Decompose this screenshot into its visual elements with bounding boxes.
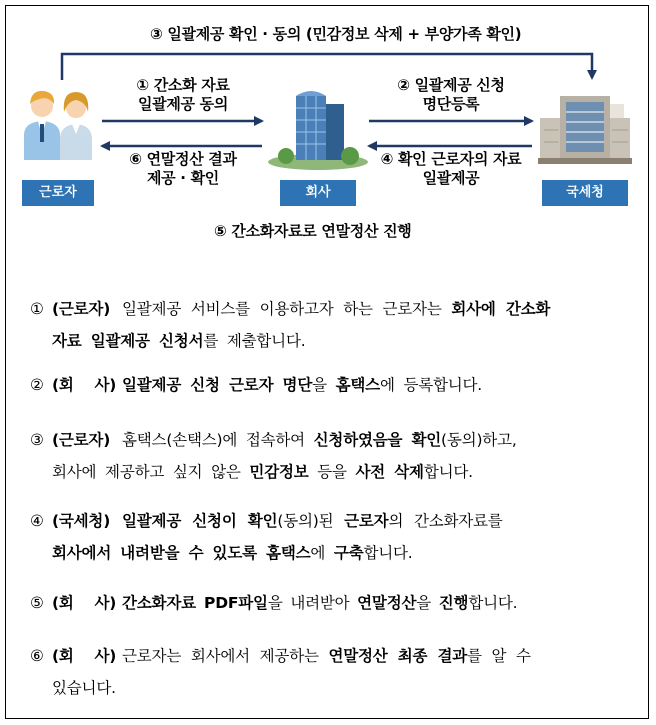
step-text: 홈택스(손택스)에 접속하여 — [122, 431, 314, 449]
step-text: 을 — [416, 594, 439, 612]
workers-illustration — [24, 91, 92, 160]
step-text: 를 알 수 — [467, 647, 531, 665]
step-text: 등을 — [308, 463, 356, 481]
step-text-bold: 사전 삭제 — [355, 463, 424, 481]
step-text: 에 — [310, 544, 334, 562]
step-text: 의 간소화자료를 — [388, 512, 503, 530]
flow-4-line-1: ④ 확인 근로자의 자료 — [380, 150, 522, 168]
step-number: ⑥ — [30, 647, 44, 665]
step-text-bold: 회사에 간소화 — [451, 300, 551, 318]
flow-4-label — [370, 150, 532, 188]
actor-worker-box: 근로자 — [22, 180, 94, 206]
step-text-bold: 구축 — [333, 544, 364, 562]
step-text: 회사에 제공하고 싶지 않은 — [52, 463, 250, 481]
step-number: ① — [30, 300, 44, 318]
step-text-bold: 간소화자료 PDF파일 — [122, 594, 268, 612]
step-line-2 — [52, 332, 305, 351]
flow-2-label — [376, 76, 526, 114]
step-text-bold: 회사에서 내려받을 수 있도록 홈택스 — [52, 544, 311, 562]
actor-company-box: 회사 — [280, 180, 356, 206]
step-actor: (근로자) — [52, 300, 111, 318]
flow-6-line-2: 제공 · 확인 — [146, 169, 219, 187]
flow-4-line-2: 일괄제공 — [422, 169, 480, 187]
top-flow-label: ③ 일괄제공 확인 · 동의 (민감정보 삭제 + 부양가족 확인) — [150, 25, 522, 43]
step-4 — [30, 512, 640, 572]
step-text-bold: 진행 — [438, 594, 469, 612]
step-line-1 — [122, 431, 517, 450]
nts-building-illustration — [538, 96, 632, 164]
bottom-flow-label: ⑤ 간소화자료로 연말정산 진행 — [214, 222, 412, 240]
flow-2-line-2: 명단등록 — [422, 95, 480, 113]
step-text: 에 등록합니다. — [379, 376, 483, 394]
step-text-bold: 연말정산 최종 결과 — [328, 647, 468, 665]
step-actor: (회 사) — [52, 594, 117, 612]
step-3 — [30, 431, 640, 491]
step-text: 근로자는 회사에서 제공하는 — [122, 647, 329, 665]
step-text: (동의)된 — [277, 512, 345, 530]
flow-2-line-1: ② 일괄제공 신청 — [397, 76, 505, 94]
step-text-bold: 신청하였음을 확인 — [313, 431, 442, 449]
step-number: ③ — [30, 431, 44, 449]
step-text-bold: 홈택스 — [335, 376, 380, 394]
flow-1-label — [108, 76, 258, 114]
actor-nts-box: 국세청 — [542, 180, 628, 206]
step-actor: (회 사) — [52, 647, 117, 665]
step-text: 일괄제공 서비스를 이용하고자 하는 근로자는 — [122, 300, 452, 318]
step-line-1 — [122, 512, 503, 531]
step-line-2 — [52, 463, 473, 482]
step-line-2 — [52, 544, 413, 563]
step-text: 를 제출합니다. — [203, 332, 306, 350]
step-number: ④ — [30, 512, 44, 530]
step-number: ⑤ — [30, 594, 44, 612]
step-text: 있습니다. — [52, 679, 116, 697]
step-text-bold: 민감정보 — [249, 463, 309, 481]
step-1 — [30, 300, 640, 360]
step-line-1 — [122, 376, 482, 395]
step-6 — [30, 647, 640, 707]
step-text-bold: 근로자 — [344, 512, 389, 530]
step-text: 합니다. — [423, 463, 473, 481]
flow-1-line-2: 일괄제공 동의 — [137, 95, 229, 113]
step-text-bold: 일괄제공 신청이 확인 — [122, 512, 278, 530]
step-text-bold: 자료 일괄제공 신청서 — [52, 332, 204, 350]
flow-diagram — [0, 0, 656, 270]
step-line-1 — [122, 647, 531, 666]
step-line-1 — [122, 300, 636, 319]
step-actor: (근로자) — [52, 431, 111, 449]
step-number: ② — [30, 376, 44, 394]
step-text: (동의)하고, — [441, 431, 517, 449]
step-text: 을 — [312, 376, 336, 394]
step-line-1 — [122, 594, 517, 613]
step-text-bold: 연말정산 — [357, 594, 417, 612]
flow-6-label — [108, 150, 258, 188]
flow-1-line-1: ① 간소화 자료 — [136, 76, 230, 94]
step-text: 합니다. — [468, 594, 518, 612]
step-5 — [30, 594, 640, 618]
step-text: 합니다. — [363, 544, 413, 562]
step-line-2 — [52, 679, 116, 698]
step-actor: (국세청) — [52, 512, 111, 530]
flow-6-line-1: ⑥ 연말정산 결과 — [129, 150, 237, 168]
step-2 — [30, 376, 640, 400]
step-text: 을 내려받아 — [267, 594, 358, 612]
company-building-illustration — [268, 91, 368, 170]
step-actor: (회 사) — [52, 376, 117, 394]
step-text-bold: 일괄제공 신청 근로자 명단 — [122, 376, 313, 394]
